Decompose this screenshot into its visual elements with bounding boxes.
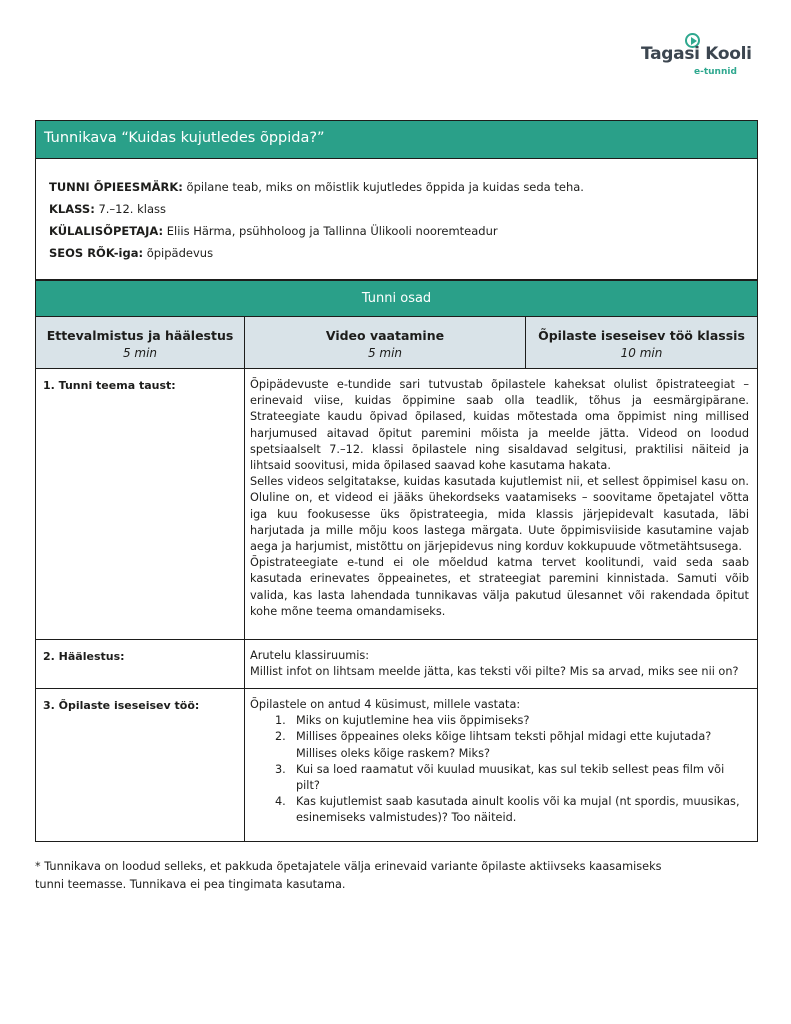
phase-preparation [36,317,244,368]
section-heading-cell [36,369,245,639]
questions-list [250,713,749,826]
section-body [250,648,749,680]
section-background [35,369,758,640]
questions-intro: Õpilastele on antud 4 küsimust, millele vastata: [250,698,521,711]
section-independent-work [35,689,758,842]
lesson-title-bar [35,120,758,159]
logo-subtitle: e-tunnid [694,67,737,77]
warmup-line-2: Millist infot on lihtsam meelde jätta, kas teksti või pilte? Mis sa arvad, miks see nii on? [250,665,739,679]
phase-independent-work [525,317,757,368]
list-item [250,762,749,794]
brand-logo [641,30,751,80]
phase-name: Video vaatamine [325,328,445,343]
list-number: 2. [275,730,286,744]
lesson-parts-title: Tunni osad [361,291,432,306]
question-text: Kui sa loed raamatut või kuulad muusikat, kas sul tekib sellest peas film või pilt? [296,762,725,793]
question-text: Miks on kujutlemine hea viis õppimiseks? [296,714,530,728]
section-heading: 3. Õpilaste iseseisev töö: [43,699,200,712]
info-class [49,202,166,216]
section-body [250,697,749,827]
lesson-title: Tunnikava “Kuidas kujutledes õppida?” [44,130,325,146]
phase-name: Õpilaste iseseisev töö klassis [538,328,745,343]
list-item [250,794,749,826]
logo-title: Tagasi Kooli [641,44,752,64]
section-heading: 2. Häälestus: [43,650,125,663]
background-paragraph-1: Õpipädevuste e-tundide sari tutvustab õpilastele kaheksat olulist õpistrateegiat – erinevaid viise, kuidas õppimine saab olla teadlik, tõhus ja eesmärgipärane. Strateegiate kaudu õpivad õpilased, kuidas mõtestada oma õppimist ning millised harjumused aitavad õpitut paremini mõista ja meelde jätta. Videod on loodud spetsiaalselt 7.–12. klassi õpilastele ning sisaldavad selgitusi, praktilisi näiteid ja lihtsaid soovitusi, mida õpilased saavad kohe kasutama hakata. [250,378,749,473]
info-curriculum [49,246,213,260]
phase-time: 5 min [367,346,403,360]
info-goal-label: TUNNI ÕPIEESMÄRK: [49,180,183,194]
lesson-parts-header [35,280,758,317]
info-goal [49,180,584,194]
footnote-line-1: * Tunnikava on loodud selleks, et pakkuda õpetajatele välja erinevaid variante õpilaste aktiivseks kaasamiseks [35,860,662,873]
list-number: 4. [275,795,286,809]
section-warmup [35,640,758,689]
list-number: 1. [275,714,286,728]
question-text: Millises õppeaines oleks kõige lihtsam teksti põhjal midagi ette kujutada? Millises oleks kõige raskem? Miks? [296,730,712,760]
section-body [250,377,749,620]
phase-time: 5 min [122,346,158,360]
list-item [250,713,749,729]
info-guest-value: Eliis Härma, psühholoog ja Tallinna Ülikooli nooremteadur [163,224,498,238]
info-class-value: 7.–12. klass [94,202,167,216]
section-heading: 1. Tunni teema taust: [43,379,176,392]
phase-name: Ettevalmistus ja häälestus [46,328,234,343]
info-curriculum-value: õpipädevus [143,246,214,260]
lesson-info [35,159,758,280]
info-class-label: KLASS: [49,202,95,216]
question-text: Kas kujutlemist saab kasutada ainult koolis või ka mujal (nt spordis, muusikas, esinemiseks valmistudes)? Too näiteid. [296,795,740,825]
background-paragraph-3: Õpistrateegiate e-tund ei ole mõeldud katma tervet koolitundi, vaid seda saab kasutada erinevates õppeainetes, et strateegiat paremini kinnistada. Samuti võib valida, kas lasta lahendada tunnikavas välja pakutud ülesannet või rakendada õpitut kohe mõne teema omandamiseks. [250,556,749,618]
footnote [35,858,662,894]
section-heading-cell [36,689,245,841]
list-item [250,729,749,761]
warmup-line-1: Arutelu klassiruumis: [250,649,370,662]
section-heading-cell [36,640,245,688]
phase-row [35,317,758,369]
phase-video [244,317,525,368]
info-goal-value: õpilane teab, miks on mõistlik kujutledes õppida ja kuidas seda teha. [182,180,584,194]
background-paragraph-2: Selles videos selgitatakse, kuidas kasutada kujutlemist nii, et sellest õppimisel kasu on. Oluline on, et videod ei jääks ühekordseks vaatamiseks – soovitame õpetajatel võtta iga kuu fookusesse üks õpistrateegia, mida klassis järjepidevalt kasutada, läbi harjutada ja mille mõju koos lastega märgata. Uute õppimisviiside kasutamine vajab aega ja harjumist, mistõttu on järjepidevus ning korduv kokkupuude võtmetähtsusega. [250,475,749,554]
footnote-line-2: tunni teemasse. Tunnikava ei pea tingimata kasutama. [35,878,346,891]
list-number: 3. [275,762,286,776]
info-curriculum-label: SEOS RÕK-iga: [49,246,144,260]
info-guest-teacher [49,224,498,238]
phase-time: 10 min [620,346,663,360]
info-guest-label: KÜLALISÕPETAJA: [49,224,164,238]
